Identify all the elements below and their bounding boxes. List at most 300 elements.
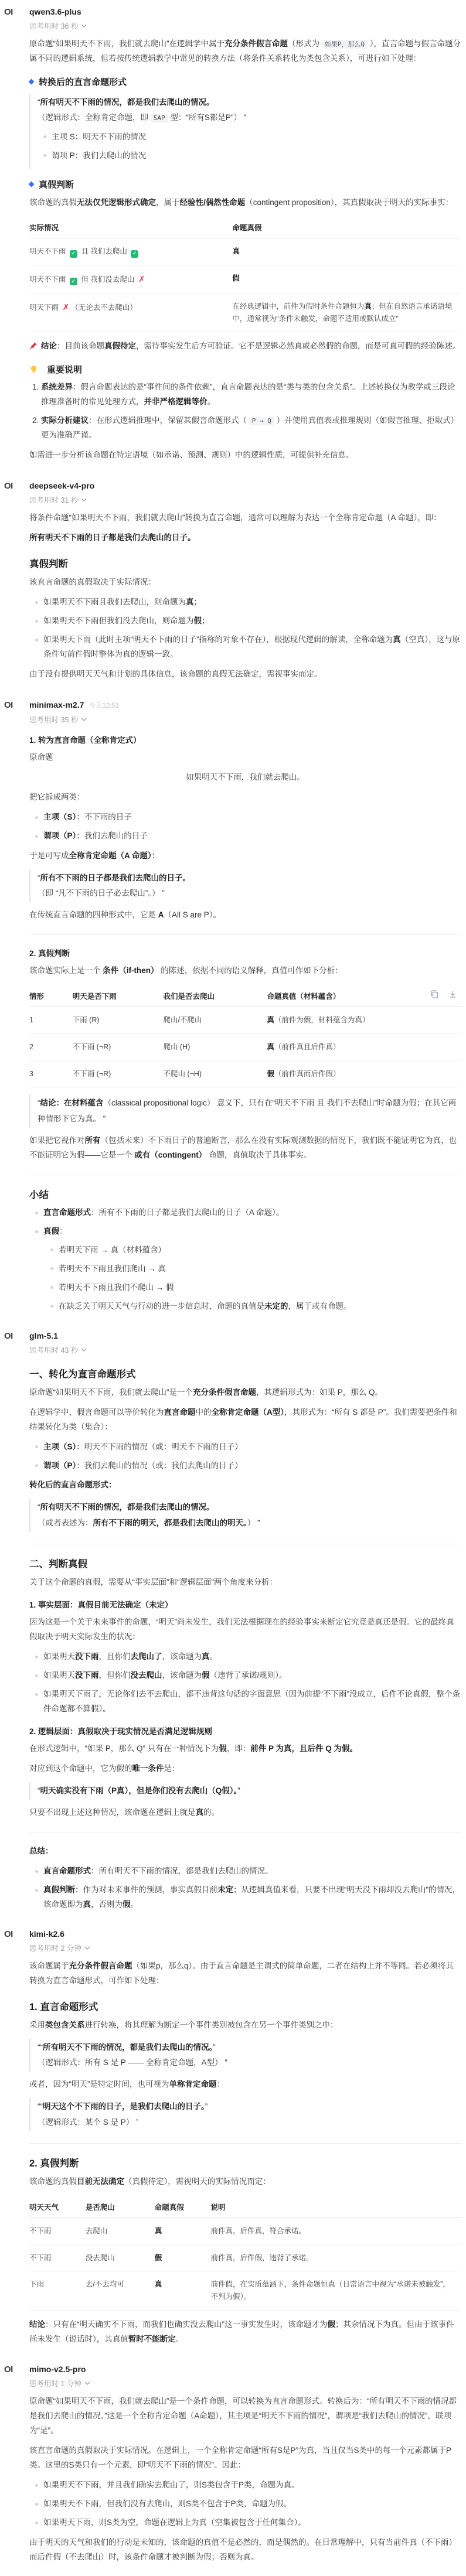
paragraph: 如果明天不下雨，我们就去爬山。: [186, 772, 305, 782]
heading-text: 转换后的直言命题形式: [39, 77, 127, 87]
column-header: 说明: [211, 2196, 462, 2218]
model-avatar: OI: [4, 1330, 13, 1341]
thinking-time-label: 思考用时 35 秒: [29, 716, 79, 724]
paragraph: 采用类包含关系进行转换，将其理解为断定一个事件类别被包含在另一个事件类别之中：: [29, 2020, 338, 2029]
heading-text: 2. 真假判断: [29, 2158, 79, 2169]
thinking-time-label: 思考用时 43 秒: [29, 1346, 79, 1354]
heading-text: 真假判断: [39, 179, 74, 190]
bold-text: 所有明天不下雨的情况，都是我们去爬山的情况。: [40, 1503, 215, 1512]
bullet-list: [38, 130, 461, 163]
list-item: 1. 系统差异：假言命题表达的是“事件间的条件依赖”，直言命题表达的是“类与类的包含关系”。上述转换仅为教学或三段论推理准备时的常见处理方式，并非严格逻辑等价。: [41, 380, 461, 410]
table-cell: 去/不去均可: [86, 2271, 155, 2310]
bold-text: 或有（contingent）: [134, 1150, 207, 1159]
model-name: deepseek-v4-pro: [29, 481, 95, 491]
quote-line: （即 “凡不下雨的日子必去爬山”。） ”: [38, 889, 165, 898]
cross-icon: ✗: [62, 302, 70, 312]
bullet-list: [29, 1440, 461, 1473]
section-heading: [29, 1598, 461, 1610]
check-icon: ✓: [131, 250, 138, 258]
list-item: 谓项（P）：我们去爬山的情况（或：我们去爬山的日子）: [33, 1459, 461, 1473]
bold-text: 系统差异: [41, 383, 73, 392]
thinking-time-label: 思考用时 2 分钟: [29, 1944, 81, 1953]
inline-code-chip: SAP: [151, 114, 168, 122]
column-header: 命题真假: [155, 2196, 211, 2218]
paragraph: 该命题实际上是一个 条件（if-then） 的陈述，依据不同的语义解释，真值可作如下分析：: [29, 966, 343, 975]
response-content: [29, 1959, 461, 2347]
paragraph: 由于没有提供明天天气和计划的具体信息，该命题的真假无法确定，需视事实而定。: [29, 670, 322, 679]
column-header: 命题真假: [232, 217, 461, 238]
bold-text: 目前无法确定: [77, 2177, 124, 2186]
column-header: 命题真值（材料蕴含）: [267, 985, 461, 1007]
quote-line: “所有不下雨的日子都是我们去爬山的日子。: [38, 873, 191, 882]
bold-text: 真假待定: [104, 342, 136, 351]
quote-line: （逻辑形式：某个 S 是 P） ”: [38, 2117, 139, 2127]
response-content: [29, 37, 461, 463]
paragraph: 由于明天的天气和我们的行动是未知的，该命题的真值不是必然的，而是偶然的。在日常理解中，只有当前件真（不下雨）而后件假（不去爬山）时，该条件命题才被判断为假；否则为真。: [29, 2538, 457, 2562]
model-name: glm-5.1: [29, 1330, 59, 1340]
paragraph: 结论：只有在“明天确实不下雨，而我们也确实没去爬山”这一事实发生时，该命题才为假；其余情况下为真。但由于该事件尚未发生（说话时），其真值暂时不能断定。: [29, 2319, 454, 2343]
bold-text: 类包含关系: [45, 2020, 85, 2029]
heading-text: 1. 转为直言命题（全称肯定式）: [29, 736, 141, 745]
list-item: 2. 实际分析建议：在形式逻辑推理中，保留其假言命题形式（ P → Q ）并使用真值表或推理规则（如假言推理、拒取式）更为准确严谨。: [41, 414, 461, 443]
bold-text: 暂时不能断定: [128, 2334, 176, 2343]
bold-text: 充分条件假言命题: [69, 1961, 132, 1970]
paragraph: 该命题属于充分条件假言命题（如果p，那么q）。由于直言命题是主谓式的简单命题，二者在结构上并不等同。若必须将其转换为直言命题形式，可作如下处理：: [29, 1961, 454, 1985]
quote-line: （或者表述为：所有不下雨的明天，都是我们去爬山的明天。） ”: [38, 1518, 260, 1527]
table-cell: 明天不下雨 ✓ 但 我们没去爬山 ✗: [29, 265, 232, 294]
divider: [29, 2143, 461, 2144]
list-item: 如果明天没下雨，且你们去爬山了，该命题为真。: [33, 1650, 461, 1664]
list-item: 真假判断：作为对未来事件的预测，事实真假目前未定；从逻辑真值来看，只要不出现“明天没下雨却没去爬山”的情况，该命题即为真，否则为假。: [33, 1883, 461, 1912]
section-heading: [29, 178, 461, 190]
list-item: 如果明天不下雨且我们去爬山，则命题为真；: [33, 595, 461, 610]
bold-text: 所有明天不下雨的情况，都是我们去爬山的情况。: [40, 97, 215, 107]
table-cell: 不下雨: [29, 2218, 86, 2245]
paragraph: 在逻辑学中，假言命题可以等价转化为直言命题中的全称肯定命题（A型），其形式为：“所有 S 都是 P”。我们需要把条件和结果转化为类（集合）：: [29, 1407, 457, 1431]
bold-text: 未定: [217, 1885, 233, 1894]
model-header: [29, 1928, 461, 1939]
model-response: [0, 693, 466, 1324]
table-wrapper: [29, 985, 461, 1087]
diamond-bullet-icon: [29, 181, 35, 187]
table-cell: 明天下雨 ✗ （无论去不去爬山）: [29, 294, 232, 332]
thinking-time-toggle[interactable]: [29, 714, 90, 725]
bold-text: 假: [267, 1069, 274, 1078]
bold-text: 充分条件假言命题: [193, 1387, 256, 1397]
bold-text: 无法仅凭逻辑形式确定: [77, 197, 156, 207]
model-response: [0, 2357, 466, 2576]
bold-text: 假: [123, 1899, 131, 1909]
bullet-list: [29, 1206, 461, 1314]
pushpin-icon: [29, 342, 38, 350]
heading-text: 2. 逻辑层面：真假取决于现实情况是否满足逻辑规则: [29, 1727, 213, 1736]
truth-table: [29, 217, 461, 332]
section-heading: [29, 556, 461, 570]
quote-block: [29, 2098, 461, 2131]
list-item: 如果明天下雨（此时主项“明天不下雨的日子”指称的对象不存在），根据现代逻辑的解读，全称命题为真（空真），这与原条件句前件假时整体为真的逻辑一致。: [33, 633, 461, 662]
bold-text: 真: [195, 1808, 203, 1817]
quote-block: [29, 94, 461, 169]
thinking-time-label: 思考用时 31 秒: [29, 496, 79, 505]
inline-code-chip: P → Q: [249, 417, 274, 425]
table-cell: [155, 2244, 211, 2271]
bold-text: 假: [232, 274, 240, 283]
paragraph: 于是可写成全称肯定命题（A 命题）：: [29, 851, 160, 860]
bold-text: 未定的: [264, 1301, 288, 1311]
chevron-down-icon: [84, 2381, 90, 2385]
heading-text: 重要说明: [47, 365, 83, 376]
table-row: [29, 265, 461, 294]
quote-line: “所有明天不下雨的情况，都是我们去爬山的情况。: [38, 97, 215, 107]
list-item: 若明天下雨 → 真（材料蕴含）: [48, 1243, 461, 1258]
table-cell: 去爬山: [86, 2218, 155, 2245]
quote-block: [29, 1782, 461, 1800]
bold-text: 真: [154, 2227, 162, 2236]
bold-text: 结论: [29, 2319, 45, 2329]
table-cell: [155, 2271, 211, 2310]
model-response: [0, 0, 466, 474]
table-cell: 不爬山 (¬H): [163, 1060, 267, 1087]
paragraph: 在传统直言命题的四种形式中，它是 A（All S are P）。: [29, 910, 222, 920]
heading-text: 1. 直言命题形式: [29, 2001, 98, 2012]
paragraph: 将条件命题“如果明天不下雨，我们就去爬山”转换为直言命题，通常可以理解为表达一个全称肯定命题（A 命题），即：: [29, 513, 441, 523]
inline-code-chip: 如果P，那么Q: [322, 40, 368, 49]
table-cell: [232, 265, 461, 294]
list-item: 谓项（P）：我们去爬山的日子: [33, 829, 461, 844]
table-cell: 2: [29, 1034, 73, 1061]
bold-text: 单称肯定命题: [169, 2080, 217, 2089]
quote-line: “所有明天不下雨的情况，都是我们去爬山的情况。: [38, 1503, 215, 1512]
list-item: 真假： 若明天下雨 → 真（材料蕴含） 若明天不下雨且我们爬山 → 真 若明天不下雨且我们不爬山 → 假 在缺乏关于明天天气与行动的进一步信息时，命题的真值是未定的，属于或有命题。: [33, 1224, 461, 1314]
section-heading: [29, 363, 461, 376]
chevron-down-icon: [81, 498, 87, 501]
column-header: 我们是否去爬山: [163, 985, 267, 1007]
model-name: qwen3.6-plus: [29, 7, 81, 16]
model-avatar: OI: [4, 481, 13, 492]
table-row: [29, 1034, 461, 1061]
heading-text: 小结: [29, 1189, 49, 1200]
bold-text: 明天确实没有下雨（P真），但是你们没有去爬山（Q假）。: [40, 1786, 238, 1795]
bold-text: 结论: [41, 342, 57, 351]
bold-text: 并非严格逻辑等价: [144, 397, 208, 407]
quote-line: “明天确实没有下雨（P真），但是你们没有去爬山（Q假）。”: [38, 1786, 240, 1795]
bold-text: 转化后的直言命题形式：: [29, 1480, 117, 1490]
bold-text: 真: [364, 302, 372, 311]
paragraph: 该命题的真假目前无法确定（真假待定），需视明天的实际情况而定：: [29, 2177, 271, 2186]
table-cell: 前件真，后件真，符合承诺。: [211, 2218, 462, 2245]
bold-text: 谓项（P）: [43, 1461, 77, 1470]
section-heading: [29, 947, 461, 958]
column-header: 实际情况: [29, 217, 232, 238]
bold-text: 没下雨: [75, 1652, 99, 1661]
list-item: 若明天不下雨且我们不爬山 → 假: [48, 1281, 461, 1295]
paragraph: 如需进一步分析该命题在特定语境（如承诺、预测、规则）中的逻辑性质，可提供补充信息。: [29, 451, 354, 460]
table-row: [29, 294, 461, 332]
bold-text: 所有: [84, 1135, 101, 1145]
table-cell: 1: [29, 1007, 73, 1034]
list-item: 如果明天下雨，则S类为空，命题在逻辑上为真（空集被包含于任何集合）。: [33, 2516, 461, 2530]
table-cell: 爬山/不爬山: [163, 1007, 267, 1034]
quote-line: （逻辑形式：所有 S 是 P —— 全称肯定命题，A型） ”: [38, 2058, 227, 2067]
section-heading: [29, 1187, 461, 1201]
check-icon: ✓: [70, 278, 77, 285]
table-row: [29, 2271, 461, 2310]
heading-text: 一、转化为直言命题形式: [29, 1369, 136, 1380]
model-response: [0, 1922, 466, 2358]
chevron-down-icon: [81, 718, 87, 721]
lightbulb-icon: [29, 365, 38, 374]
response-content: [29, 511, 461, 682]
table-cell: 下雨: [29, 2271, 86, 2310]
table-cell: 前件假，在实质蕴涵下，条件命题恒真（日常语言中视为“承诺未被触发”，不判为假）。: [211, 2271, 462, 2310]
table-cell: 不下雨 (¬R): [73, 1034, 164, 1061]
paragraph: 因为这是一个关于未来事件的命题，“明天”尚未发生，我们无法根据现在的经验事实来断定它究竟是真还是假。它的最终真假取决于明天实际发生的状况：: [29, 1618, 454, 1641]
bold-text: 唯一条件: [132, 1763, 164, 1773]
section-heading: [29, 2155, 461, 2169]
paragraph: 该命题的真假无法仅凭逻辑形式确定，属于经验性/偶然性命题（contingent proposition），其真假取决于明天的实际事实：: [29, 197, 454, 207]
bold-text: 前件 P 为真，且后件 Q 为假。: [250, 1744, 358, 1753]
paragraph: 只要不出现上述这种情况，该命题在逻辑上就是真的。: [29, 1808, 219, 1817]
bold-text: 明天这个不下雨的日子，是我们去爬山的日子。: [43, 2102, 205, 2111]
bold-text: 真: [186, 598, 194, 607]
quote-block: [29, 2039, 461, 2072]
bold-text: 条件（if-then）: [103, 966, 159, 975]
table-cell: 真（前件真且后件真）: [267, 1034, 461, 1061]
table-header-row: [29, 217, 461, 238]
table-cell: 爬山 (H): [163, 1034, 267, 1061]
response-content: [29, 1366, 461, 1912]
table-header-row: [29, 2196, 461, 2218]
bold-text: 所有不下雨的明天，都是我们去爬山的明天。: [93, 1518, 247, 1527]
table-row: [29, 238, 461, 265]
table-row: [29, 2244, 461, 2271]
bullet-list: [29, 810, 461, 844]
divider: [29, 1832, 461, 1833]
section-heading: [29, 1366, 461, 1380]
thinking-time-label: 思考用时 1 分钟: [29, 2380, 81, 2389]
list-item: 主项（S）：不下雨的日子: [33, 810, 461, 825]
table-row: [29, 1060, 461, 1087]
quote-line: （逻辑形式：全称肯定命题，即 SAP 型：“所有S都是P”） ”: [38, 113, 247, 122]
paragraph: 对应到这个命题中，它为假的唯一条件是：: [29, 1763, 180, 1773]
paragraph: 原命题“如果明天不下雨，我们就去爬山”在逻辑学中属于充分条件假言命题（形式为 如果P，那么Q ），直言命题与假言命题分属不同的逻辑系统，但若按传统逻辑教学中常见的转换方法（将条件关系转化为类包含关系），可进行如下处理：: [29, 39, 461, 63]
bold-text: 真: [267, 1043, 274, 1051]
list-item: 如果明天不下雨，但我们没有去爬山，则S类不包含于P类，命题为假。: [33, 2497, 461, 2512]
paragraph: 原命题“如果明天不下雨，我们就去爬山”是一个充分条件假言命题，其逻辑形式为：如果 P，那么 Q。: [29, 1387, 383, 1397]
thinking-time-toggle[interactable]: [29, 1345, 90, 1355]
model-header: [29, 480, 461, 490]
table-cell: 不下雨: [29, 2244, 86, 2271]
divider: [29, 934, 461, 935]
bold-text: 真: [393, 635, 401, 644]
table-cell: 下雨 (R): [73, 1007, 164, 1034]
bold-text: 真: [83, 1899, 91, 1909]
table-cell: 假（前件真而后件假）: [267, 1060, 461, 1087]
paragraph: 或者，因为“明天”是特定时间，也可视为单称肯定命题：: [29, 2080, 225, 2089]
table-header-row: [29, 985, 461, 1007]
bold-text: 所有不下雨的日子都是我们去爬山的日子。: [40, 873, 191, 882]
model-header: [29, 1330, 461, 1340]
bold-text: 真: [154, 2280, 162, 2289]
download-table-button[interactable]: [449, 990, 460, 998]
list-item: 如果明天不下雨但我们没去爬山，则命题为假；: [33, 614, 461, 629]
table-row: [29, 1007, 461, 1034]
chevron-down-icon: [81, 24, 87, 28]
list-item: 主项（S）：明天不下雨的情况（或：明天不下雨的日子）: [33, 1440, 461, 1455]
list-item: 如果明天没下雨，但你们没去爬山，该命题为假（违背了承诺/规则）。: [33, 1669, 461, 1683]
bold-text: 主项（S）: [43, 812, 77, 821]
copy-icon: [431, 990, 438, 998]
paragraph: 该直言命题的真假取决于实际情况。在逻辑上，一个全称肯定命题“所有S是P”为真，当且仅当S类中的每一个元素都属于P类。这里的S类只有一个元素，即“明天不下雨的情况”。因此：: [29, 2446, 452, 2470]
table-cell: 真（前件为假，材料蕴含为真）: [267, 1007, 461, 1034]
truth-table: [29, 2196, 461, 2311]
paragraph: 原命题“如果明天不下雨，我们就去爬山”是一个条件命题，可以转换为直言命题形式。转换后为：“所有明天不下雨的情况都是我们去爬山的情况。”这是一个全称肯定命题（A命题），其主项是“明天不下雨的情况”，谓项是“我们去爬山的情况”，联项为“是”。: [29, 2397, 457, 2435]
list-item: 在缺乏关于明天天气与行动的进一步信息时，命题的真值是未定的，属于或有命题。: [48, 1299, 461, 1314]
response-content: [29, 2394, 461, 2565]
bold-text: 直言命题形式: [43, 1867, 91, 1876]
bullet-list: [29, 2478, 461, 2530]
table-cell: 明天不下雨 ✓ 且 我们去爬山 ✓: [29, 238, 232, 265]
quote-line: ““明天这个不下雨的日子，是我们去爬山的日子。”: [38, 2102, 208, 2111]
heading-text: 2. 真假判断: [29, 949, 70, 958]
bold-text: 所有明天不下雨的日子都是我们去爬山的日子。: [29, 533, 196, 543]
table-wrapper: [29, 217, 461, 332]
section-heading: [29, 76, 461, 88]
copy-table-button[interactable]: [431, 990, 442, 998]
table-cell: 前件真，后件假，违背了承诺。: [211, 2244, 462, 2271]
section-heading: [29, 1556, 461, 1570]
bold-text: 真: [202, 1652, 210, 1661]
bold-text: 去爬山了: [130, 1652, 162, 1661]
thinking-time-toggle[interactable]: [29, 21, 90, 31]
paragraph: 结论：目前该命题真假待定，需待事实发生后方可验证。它不是逻辑必然真或必然假的命题，而是可真可假的经验陈述。: [29, 339, 461, 354]
paragraph: 在形式逻辑中，“如果 P，那么 Q” 只有在一种情况下为假，即：前件 P 为真，且后件 Q 为假。: [29, 1744, 358, 1753]
section-heading: [29, 1725, 461, 1736]
bold-text: 假: [202, 1670, 210, 1680]
model-name: kimi-k2.6: [29, 1929, 64, 1939]
thinking-time-toggle[interactable]: [29, 1943, 94, 1953]
bold-text: 充分条件假言命题: [225, 39, 288, 48]
bold-text: 真假判断: [43, 1885, 75, 1894]
thinking-time-label: 思考用时 36 秒: [29, 22, 79, 30]
truth-table: [29, 985, 461, 1087]
bold-text: 直言命题形式: [43, 1207, 91, 1217]
download-icon: [449, 990, 457, 998]
numbered-list: [29, 380, 461, 443]
table-cell: 3: [29, 1060, 73, 1087]
check-icon: ✓: [70, 250, 77, 258]
bold-text: 假: [327, 2319, 335, 2329]
bullet-list: [45, 1243, 461, 1314]
table-cell: 在经典逻辑中，前件为假时条件命题恒为真；但在自然语言承诺语境中，通常视为“条件未触发，命题不适用或默认成立”: [232, 294, 461, 332]
bold-text: 真: [267, 1016, 274, 1025]
quote-block: [29, 1499, 461, 1532]
bold-text: 假: [193, 616, 202, 626]
list-item: 直言命题形式：所有明天不下雨的情况，都是我们去爬山的情况。: [33, 1864, 461, 1879]
paragraph: 该直言命题的真假取决于实际情况：: [29, 578, 156, 587]
model-header: [29, 6, 461, 16]
bold-text: 全称肯定命题（A型）: [211, 1407, 284, 1417]
bullet-list: [29, 595, 461, 662]
bold-text: 结论：在材料蕴含: [40, 1098, 104, 1108]
paragraph: 如果把它视作对所有（包括未来）不下雨日子的普遍断言，那么在没有实际观测数据的情况下，我们既不能证明它为真，也不能证明它为假——它是一个 或有（contingent） 命题，真值取决于具体事实。: [29, 1135, 457, 1159]
paragraph: 关于这个命题的真假，需要从“事实层面”和“逻辑层面”两个角度来分析：: [29, 1578, 277, 1587]
table-wrapper: [29, 2196, 461, 2311]
section-heading: [29, 1999, 461, 2013]
thinking-time-toggle[interactable]: [29, 494, 90, 505]
list-item: 若明天不下雨且我们爬山 → 真: [48, 1262, 461, 1277]
table-cell: [155, 2218, 211, 2245]
cross-icon: ✗: [138, 274, 145, 284]
thinking-time-toggle[interactable]: [29, 2378, 94, 2389]
model-header: [29, 699, 461, 710]
model-response: [0, 1324, 466, 1922]
bold-text: 真假: [43, 1226, 59, 1236]
model-avatar: OI: [4, 7, 13, 17]
bold-text: 真: [232, 247, 240, 256]
heading-text: 真假判断: [29, 559, 68, 570]
table-row: [29, 2218, 461, 2245]
quote-block: [29, 1094, 461, 1128]
bold-text: 直言命题: [164, 1407, 196, 1417]
model-response: [0, 474, 466, 693]
column-header: 明天天气: [29, 2196, 86, 2218]
table-cell: 不下雨 (¬R): [73, 1060, 164, 1087]
message-timestamp: 今天12:51: [89, 702, 120, 709]
bold-text: 主项（S）: [43, 1442, 77, 1451]
paragraph: [29, 1844, 461, 1859]
table-cell: [232, 238, 461, 265]
heading-text: 1. 事实层面：真假目前无法确定（未定）: [29, 1601, 173, 1610]
model-avatar: OI: [4, 2365, 13, 2375]
list-item: 主项 S：明天不下雨的情况: [41, 130, 461, 145]
bold-text: 谓项（P）: [43, 831, 77, 840]
model-avatar: OI: [4, 1929, 13, 1939]
paragraph: 原命题: [29, 753, 53, 762]
chevron-down-icon: [84, 1946, 90, 1950]
paragraph: [29, 531, 461, 545]
model-name: minimax-m2.7: [29, 700, 84, 709]
quote-block: [29, 869, 461, 903]
section-heading: [29, 733, 461, 745]
diamond-bullet-icon: [29, 79, 35, 84]
model-header: [29, 2363, 461, 2374]
bold-text: 实际分析建议: [41, 416, 89, 425]
bold-text: 没下雨: [75, 1670, 99, 1680]
bold-text: 全称肯定命题（A 命题）: [69, 851, 152, 860]
model-avatar: OI: [4, 700, 13, 710]
bold-text: 没去爬山: [130, 1670, 162, 1680]
paragraph: [29, 1478, 461, 1493]
heading-text: 二、判断真假: [29, 1559, 87, 1570]
bold-text: 假: [154, 2253, 162, 2262]
bold-text: 所有明天不下雨的情况，都是我们去爬山的情况。: [43, 2042, 213, 2052]
column-header: 情形: [29, 985, 73, 1007]
table-toolbar: [431, 990, 460, 998]
response-content: [29, 733, 461, 1314]
bullet-list: [29, 1864, 461, 1912]
list-item: 直言命题形式：所有不下雨的日子都是我们去爬山的日子（A 命题）。: [33, 1206, 461, 1220]
bold-text: A: [158, 910, 164, 920]
bold-text: 假: [219, 1744, 227, 1753]
paragraph: 把它拆成两类：: [29, 792, 85, 801]
table-cell: 没去爬山: [86, 2244, 155, 2271]
quote-line: “结论：在材料蕴含（classical propositional logic） 意义下，只有在“明天不下雨 且 我们不去爬山”时命题为假；在其它两种情形下它为真。 ”: [38, 1098, 457, 1123]
bullet-list: [29, 1650, 461, 1717]
list-item: 如果明天下雨了，无论你们去不去爬山，都不违背这句话的字面意思（因为前提“不下雨”没成立，后件不论真假，整个条件命题都不算假）。: [33, 1687, 461, 1717]
column-header: 明天是否下雨: [73, 985, 164, 1007]
list-item: 谓项 P：我们去爬山的情况: [41, 149, 461, 163]
